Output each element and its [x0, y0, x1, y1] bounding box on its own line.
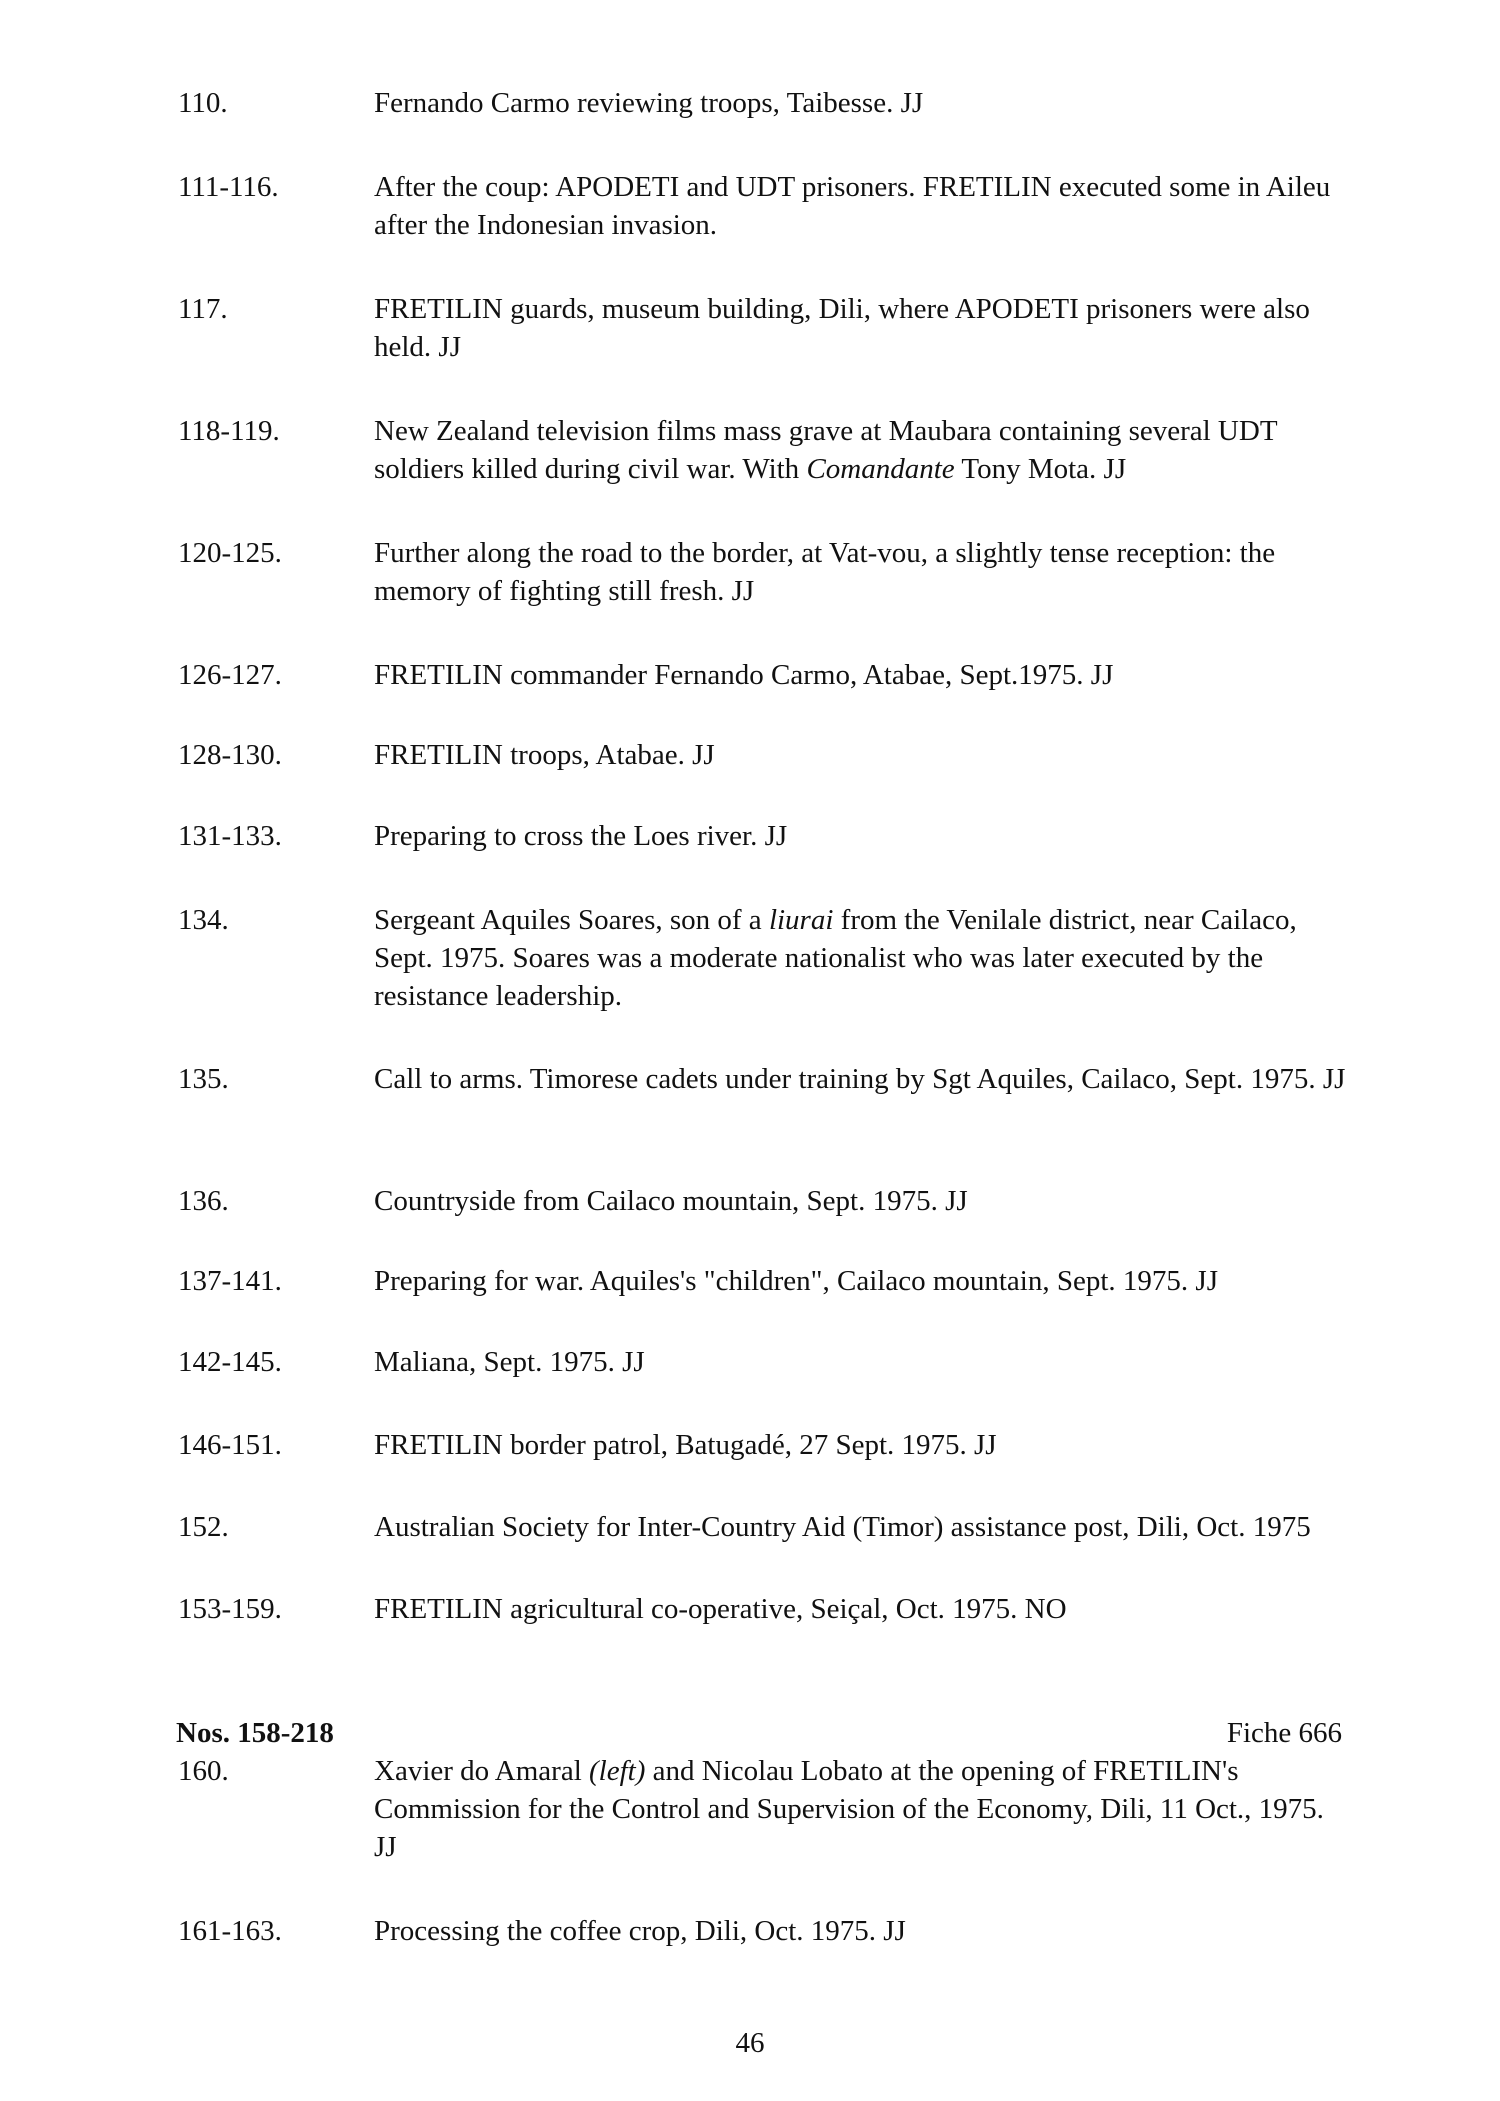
photo-caption: Fernando Carmo reviewing troops, Taibesse. JJ	[374, 87, 924, 119]
photo-number: 134.	[178, 904, 229, 936]
photo-caption: Australian Society for Inter-Country Aid (Timor) assistance post, Dili, Oct. 1975	[374, 1511, 1311, 1543]
photo-number: 117.	[178, 293, 228, 325]
photo-caption: Maliana, Sept. 1975. JJ	[374, 1346, 645, 1378]
photo-number: 120-125.	[178, 537, 282, 569]
section-range: Nos. 158-218	[176, 1717, 334, 1749]
photo-number: 153-159.	[178, 1593, 282, 1625]
photo-number: 118-119.	[178, 415, 280, 447]
photo-number: 161-163.	[178, 1915, 282, 1947]
photo-caption: FRETILIN commander Fernando Carmo, Atabae, Sept.1975. JJ	[374, 659, 1114, 691]
photo-caption: FRETILIN guards, museum building, Dili, where APODETI prisoners were also held. JJ	[374, 293, 1310, 363]
photo-number: 142-145.	[178, 1346, 282, 1378]
photo-caption: Processing the coffee crop, Dili, Oct. 1975. JJ	[374, 1915, 906, 1947]
photo-number: 137-141.	[178, 1265, 282, 1297]
photo-caption: After the coup: APODETI and UDT prisoners. FRETILIN executed some in Aileu after the Indonesian invasion.	[374, 171, 1331, 241]
fiche-label: Fiche 666	[1226, 1717, 1342, 1749]
photo-number: 110.	[178, 87, 228, 119]
photo-caption: Countryside from Cailaco mountain, Sept. 1975. JJ	[374, 1185, 968, 1217]
photo-caption: Preparing for war. Aquiles's "children", Cailaco mountain, Sept. 1975. JJ	[374, 1265, 1218, 1297]
photo-caption: Preparing to cross the Loes river. JJ	[374, 820, 788, 852]
photo-number: 152.	[178, 1511, 229, 1543]
photo-caption: FRETILIN troops, Atabae. JJ	[374, 739, 715, 771]
photo-caption: Sergeant Aquiles Soares, son of a liurai from the Venilale district, near Cailaco, Sept. 1975. Soares was a moderate nationalist who was later executed by the resistance leadership.	[374, 904, 1297, 1012]
photo-caption: Xavier do Amaral (left) and Nicolau Lobato at the opening of FRETILIN's Commission for the Control and Supervision of the Economy, Dili, 11 Oct., 1975. JJ	[374, 1755, 1324, 1863]
photo-caption: FRETILIN agricultural co-operative, Seiçal, Oct. 1975. NO	[374, 1593, 1067, 1625]
photo-number: 128-130.	[178, 739, 282, 771]
photo-number: 111-116.	[178, 171, 279, 203]
photo-number: 135.	[178, 1063, 229, 1095]
photo-number: 136.	[178, 1185, 229, 1217]
photo-caption: Further along the road to the border, at Vat-vou, a slightly tense reception: the memory of fighting still fresh. JJ	[374, 537, 1276, 607]
photo-caption: FRETILIN border patrol, Batugadé, 27 Sept. 1975. JJ	[374, 1429, 997, 1461]
photo-caption: Call to arms. Timorese cadets under training by Sgt Aquiles, Cailaco, Sept. 1975. JJ	[374, 1063, 1346, 1095]
photo-number: 131-133.	[178, 820, 282, 852]
photo-number: 160.	[178, 1755, 229, 1787]
page-number: 46	[735, 2027, 765, 2059]
photo-number: 146-151.	[178, 1429, 282, 1461]
photo-caption: New Zealand television films mass grave at Maubara containing several UDT soldiers killed during civil war. With Comandante Tony Mota. JJ	[374, 415, 1278, 485]
photo-number: 126-127.	[178, 659, 282, 691]
